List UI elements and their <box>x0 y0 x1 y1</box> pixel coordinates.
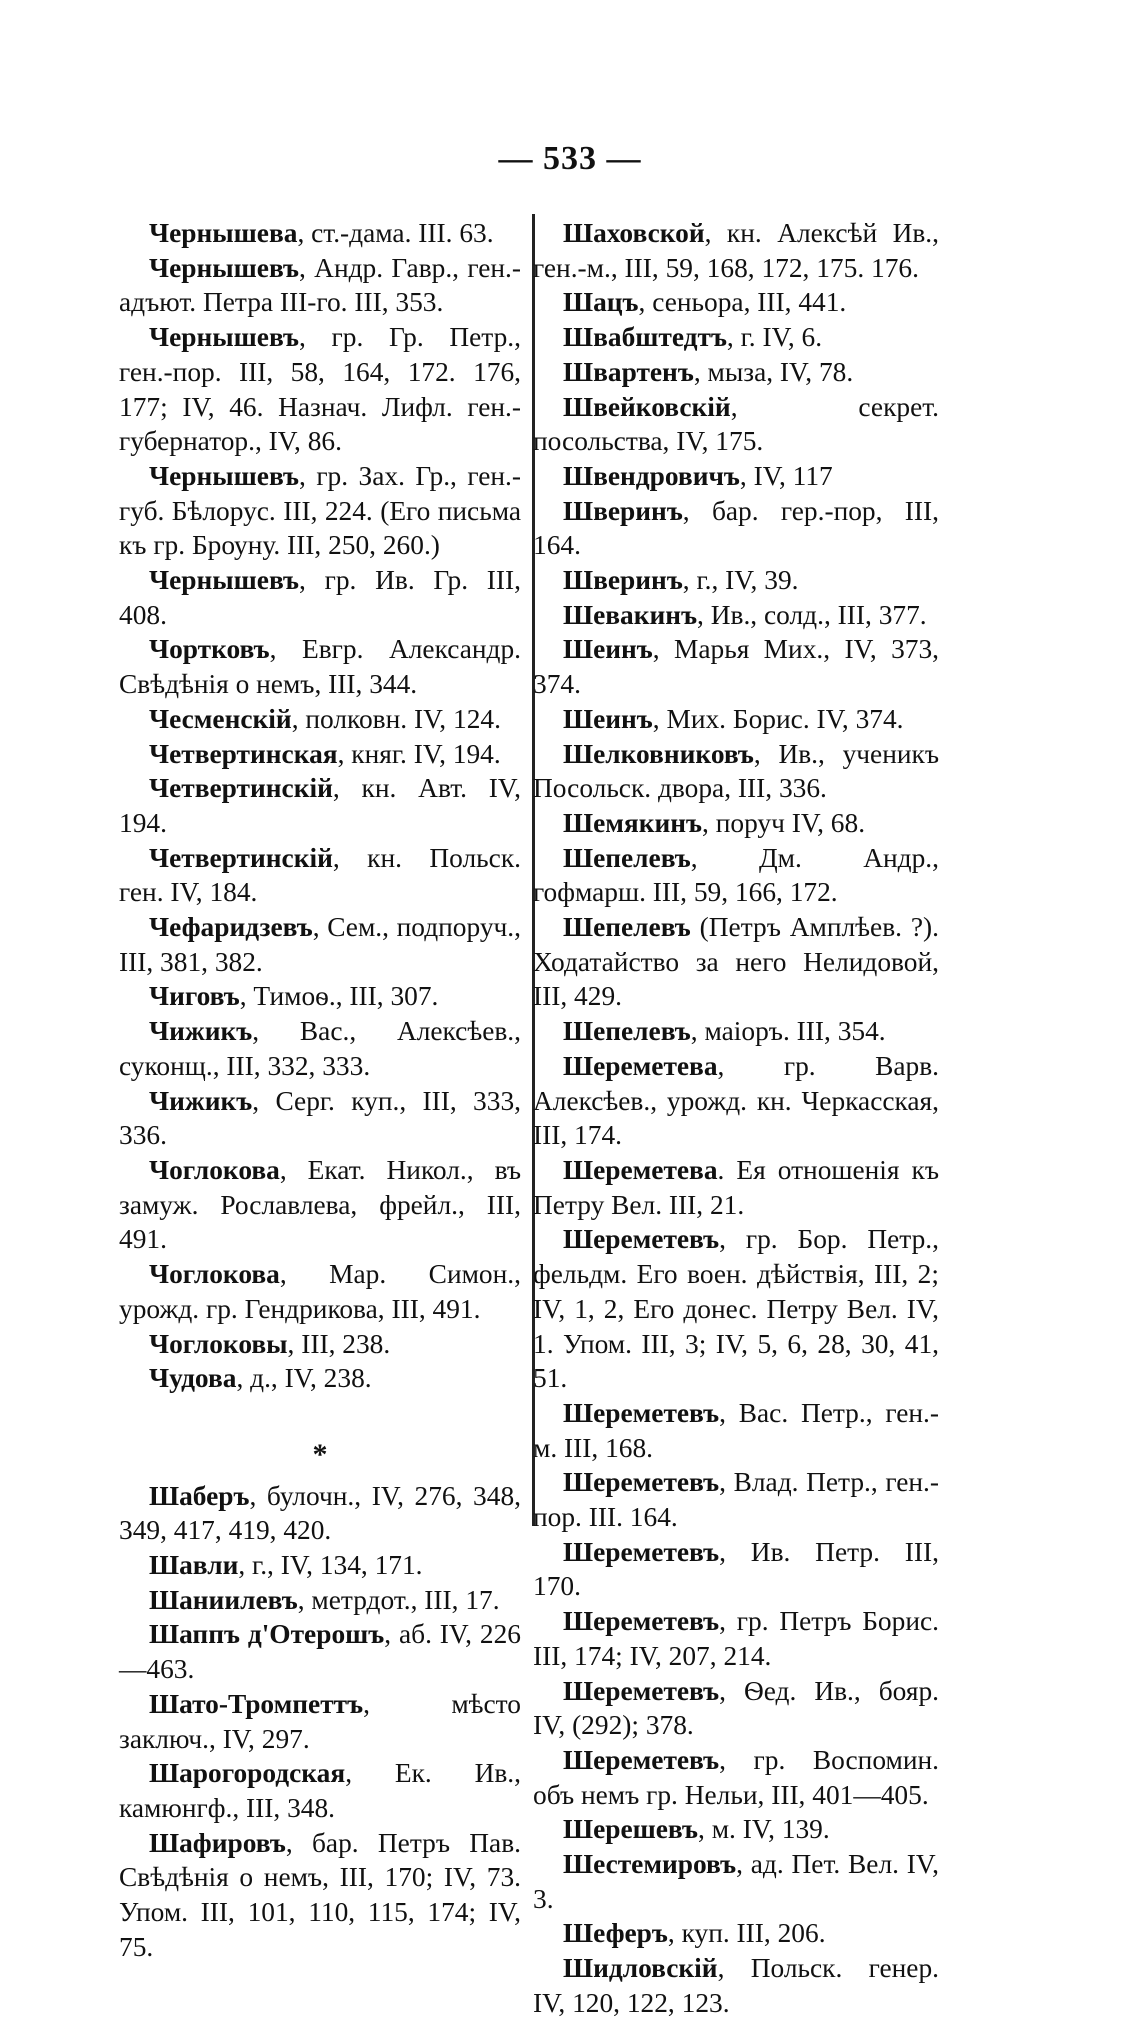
index-entry <box>533 1812 939 1847</box>
entry-name: Шереметевъ <box>563 1536 720 1567</box>
entry-name: Шаберъ <box>149 1480 250 1511</box>
entry-text: , кн. Алексѣй Ив., ген.-м., III, 59, 168, 172, 175. 176. <box>533 218 939 283</box>
index-entry <box>533 1674 939 1743</box>
index-entry <box>533 285 939 320</box>
entry-text: , Ѳед. Ив., бояр. IV, (292); 378. <box>533 1675 939 1741</box>
entry-name: Шереметевъ <box>563 1675 720 1706</box>
entry-text: , поруч IV, 68. <box>702 807 866 838</box>
index-entry <box>533 1916 939 1951</box>
entry-name: Шаниилевъ <box>149 1584 298 1615</box>
entry-name: Шемякинъ <box>563 807 703 838</box>
entry-text: , д., IV, 238. <box>236 1363 372 1394</box>
entry-name: Шереметевъ <box>563 1397 720 1428</box>
entry-text: , маіоръ. III, 354. <box>690 1016 886 1047</box>
entry-text: , Влад. Петр., ген.-пор. III. 164. <box>533 1467 939 1533</box>
index-entry <box>119 910 521 979</box>
index-entry <box>533 598 939 633</box>
entry-text: , гр. Гр. Петр., ген.-пор. III, 58, 164, 172. 176, 177; IV, 46. Назнач. Лифл. ген.-губернатор., IV, 86. <box>119 322 521 457</box>
entry-name: Шереметевъ <box>563 1224 720 1255</box>
index-entry <box>533 1049 939 1153</box>
entry-text: , метрдот., III, 17. <box>297 1584 500 1615</box>
entry-text: , Мар. Симон., урожд. гр. Гендрикова, III, 491. <box>119 1259 521 1324</box>
entry-text: , IV, 117 <box>739 460 833 491</box>
entry-text: , Мих. Борис. IV, 374. <box>652 703 904 734</box>
entry-name: Шеинъ <box>563 634 653 665</box>
entry-text: , Ив., ученикъ Посольск. двора, III, 336. <box>533 738 939 804</box>
entry-text: , Вас., Алексѣев., суконщ., III, 332, 333. <box>119 1016 521 1081</box>
index-entry <box>119 1257 521 1326</box>
index-entry <box>533 216 939 285</box>
index-entry <box>533 1604 939 1673</box>
index-entry <box>533 390 939 459</box>
entry-text: , Вас. Петр., ген.-м. III, 168. <box>533 1397 939 1463</box>
index-entry <box>533 355 939 390</box>
entry-name: Швендровичъ <box>563 460 740 491</box>
entry-text: , Польск. генер. IV, 120, 122, 123. <box>533 1953 939 2018</box>
entry-text: , гр. Варв. Алексѣев., урожд. кн. Черкасская, III, 174. <box>533 1050 939 1151</box>
entry-text: , куп. III, 206. <box>667 1918 826 1949</box>
entry-name: Шеинъ <box>563 703 653 734</box>
index-entry <box>119 702 521 737</box>
entry-name: Чефаридзевъ <box>149 912 313 943</box>
index-entry <box>119 1826 521 1965</box>
entry-text: , Евгр. Александр. Свѣдѣнія о немъ, III, 344. <box>119 634 521 700</box>
entry-name: Шереметевъ <box>563 1744 720 1775</box>
entry-text: , мѣсто заключ., IV, 297. <box>119 1688 521 1754</box>
entry-name: Шереметевъ <box>563 1606 720 1637</box>
entry-name: Четвертинскій <box>149 773 333 804</box>
entry-text: , кн. Польск. ген. IV, 184. <box>119 842 521 908</box>
entry-text: , Дм. Андр., гофмарш. III, 59, 166, 172. <box>533 842 939 908</box>
entry-text: , полковн. IV, 124. <box>291 703 501 734</box>
index-entry <box>119 1327 521 1362</box>
index-entry <box>119 1583 521 1618</box>
entry-text: , Андр. Гавр., ген.-адъют. Петра III-го. III, 353. <box>119 252 521 318</box>
entry-name: Шарогородская <box>149 1758 346 1789</box>
index-entry <box>119 1756 521 1825</box>
index-entry <box>119 1361 521 1396</box>
index-entry <box>119 459 521 563</box>
entry-name: Швартенъ <box>563 356 694 387</box>
index-entry <box>533 1535 939 1604</box>
index-entry <box>533 1743 939 1812</box>
entry-text: , Тимоѳ., III, 307. <box>239 981 439 1012</box>
entry-text: , булочн., IV, 276, 348, 349, 417, 419, 420. <box>119 1480 521 1546</box>
index-entry <box>533 806 939 841</box>
index-entry <box>119 251 521 320</box>
entry-name: Чоглокова <box>149 1154 280 1185</box>
index-entry <box>533 841 939 910</box>
entry-text: , III, 238. <box>287 1328 391 1359</box>
entry-name: Шверинъ <box>563 495 683 526</box>
entry-name: Шереметевъ <box>563 1467 720 1498</box>
index-entry <box>533 632 939 701</box>
index-entry <box>533 563 939 598</box>
index-entry <box>533 459 939 494</box>
entry-text: , г., IV, 39. <box>682 565 799 596</box>
entry-text: , аб. IV, 226—463. <box>119 1619 522 1685</box>
entry-name: Чиговъ <box>149 981 240 1012</box>
entry-name: Шацъ <box>563 287 639 318</box>
entry-text: , Серг. куп., III, 333, 336. <box>119 1085 521 1151</box>
entry-text: , Сем., подпоруч., III, 381, 382. <box>119 912 521 977</box>
index-entry <box>119 1153 521 1257</box>
entry-text: , княг. IV, 194. <box>337 738 501 769</box>
entry-text: , г., IV, 134, 171. <box>238 1550 423 1581</box>
entry-name: Чудова <box>149 1363 237 1394</box>
entry-name: Шевакинъ <box>563 599 698 630</box>
index-entry <box>119 979 521 1014</box>
entry-name: Чернышевъ <box>149 460 300 491</box>
entry-name: Шеферъ <box>563 1918 668 1949</box>
entry-name: Шафировъ <box>149 1827 286 1858</box>
index-entry <box>119 1548 521 1583</box>
entry-text: , ст.-дама. III. 63. <box>297 218 494 248</box>
entry-text: , мыза, IV, 78. <box>693 356 854 387</box>
entry-name: Шаппъ д'Отерошъ <box>149 1619 385 1650</box>
entry-text: , гр. Воспомин. объ немъ гр. Нельи, III, 401—405. <box>533 1744 939 1810</box>
entry-name: Чортковъ <box>149 634 270 665</box>
entry-text: , Ек. Ив., камюнгф., III, 348. <box>119 1758 521 1823</box>
entry-name: Шереметева <box>563 1050 718 1081</box>
entry-text: , Марья Мих., IV, 373, 374. <box>533 634 939 700</box>
index-entry <box>119 1479 521 1548</box>
entry-text: , Ив., солд., III, 377. <box>697 599 927 630</box>
entry-name: Чижикъ <box>149 1085 253 1116</box>
index-entry <box>119 1084 521 1153</box>
index-entry <box>533 702 939 737</box>
entry-name: Чоглоковы <box>149 1328 288 1359</box>
entry-name: Шидловскій <box>563 1953 718 1984</box>
entry-name: Чесменскій <box>149 703 292 734</box>
index-entry <box>119 1617 521 1686</box>
index-entry <box>533 1951 939 2020</box>
index-entry <box>533 1222 939 1396</box>
entry-name: Шато-Тромпеттъ <box>149 1688 364 1719</box>
entry-name: Швейковскій <box>563 391 731 422</box>
entry-text: , гр. Ив. Гр. III, 408. <box>119 565 521 630</box>
entry-name: Шаховской <box>563 218 705 248</box>
index-entry <box>119 1014 521 1083</box>
index-entry <box>533 737 939 806</box>
index-entry <box>533 1465 939 1534</box>
entry-name: Шерешевъ <box>563 1814 698 1845</box>
entry-name: Шверинъ <box>563 565 683 596</box>
index-entry <box>119 216 521 251</box>
index-entry <box>119 737 521 772</box>
entry-name: Четвертинская <box>149 738 338 769</box>
entry-name: Швабштедтъ <box>563 322 727 353</box>
entry-text: . Ея отношенія къ Петру Вел. III, 21. <box>533 1154 939 1220</box>
entry-text: , секрет. посольства, IV, 175. <box>533 391 939 457</box>
entry-text: , бар. Петръ Пав. Свѣдѣнія о немъ, III, 170; IV, 73. Упом. III, 101, 110, 115, 174; IV, 75. <box>119 1827 521 1962</box>
index-entry <box>533 1014 939 1049</box>
right-column <box>533 216 939 2021</box>
page-number: — 533 — <box>498 140 642 177</box>
entry-name: Шепелевъ <box>563 912 691 943</box>
index-entry <box>119 841 521 910</box>
entry-name: Чернышевъ <box>149 565 300 596</box>
entry-text: , м. IV, 139. <box>698 1814 830 1845</box>
index-entry <box>533 1847 939 1916</box>
entry-text: , Ив. Петр. III, 170. <box>533 1536 939 1602</box>
left-column <box>119 216 521 1964</box>
index-entry <box>119 1687 521 1756</box>
entry-name: Шереметева <box>563 1154 718 1185</box>
entry-name: Чоглокова <box>149 1259 280 1290</box>
entry-text: , гр. Зах. Гр., ген.-губ. Бѣлорус. III, 224. (Его письма къ гр. Броуну. III, 250, 260.) <box>119 460 521 561</box>
entry-text: , ад. Пет. Вел. IV, 3. <box>533 1849 939 1914</box>
index-entry <box>119 771 521 840</box>
entry-name: Чернышевъ <box>149 252 300 283</box>
index-entry <box>533 1153 939 1222</box>
section-separator: * <box>312 1437 328 1471</box>
entry-name: Шавли <box>149 1550 239 1581</box>
entry-text: , гр. Бор. Петр., фельдм. Его воен. дѣйствія, III, 2; IV, 1, 2, Его донес. Петру Вел. IV, 1. Упом. III, 3; IV, 5, 6, 28, 30, 41, 51. <box>533 1224 939 1394</box>
entry-text: , гр. Петръ Борис. III, 174; IV, 207, 214. <box>533 1606 939 1671</box>
entry-text: , кн. Авт. IV, 194. <box>119 773 521 838</box>
index-entry <box>533 320 939 355</box>
entry-name: Шестемировъ <box>563 1849 737 1880</box>
entry-text: (Петръ Амплѣев. ?). Ходатайство за него Нелидовой, III, 429. <box>533 912 939 1012</box>
index-entry <box>533 910 939 1014</box>
entry-text: , Екат. Никол., въ замуж. Рославлева, фрейл., III, 491. <box>119 1154 521 1255</box>
entry-name: Шепелевъ <box>563 842 691 873</box>
entry-name: Чернышева <box>149 218 298 248</box>
index-entry <box>119 563 521 632</box>
index-entry <box>533 1396 939 1465</box>
index-entry <box>533 494 939 563</box>
entry-name: Чернышевъ <box>149 322 300 353</box>
index-entry <box>119 320 521 459</box>
entry-name: Шелковниковъ <box>563 738 754 769</box>
entry-name: Шепелевъ <box>563 1016 691 1047</box>
entry-name: Четвертинскій <box>149 842 333 873</box>
entry-text: , бар. гер.-пор, III, 164. <box>533 495 939 561</box>
entry-name: Чижикъ <box>149 1016 253 1047</box>
entry-text: , г. IV, 6. <box>726 322 823 353</box>
entry-text: , сеньора, III, 441. <box>638 287 847 318</box>
index-entry <box>119 632 521 701</box>
